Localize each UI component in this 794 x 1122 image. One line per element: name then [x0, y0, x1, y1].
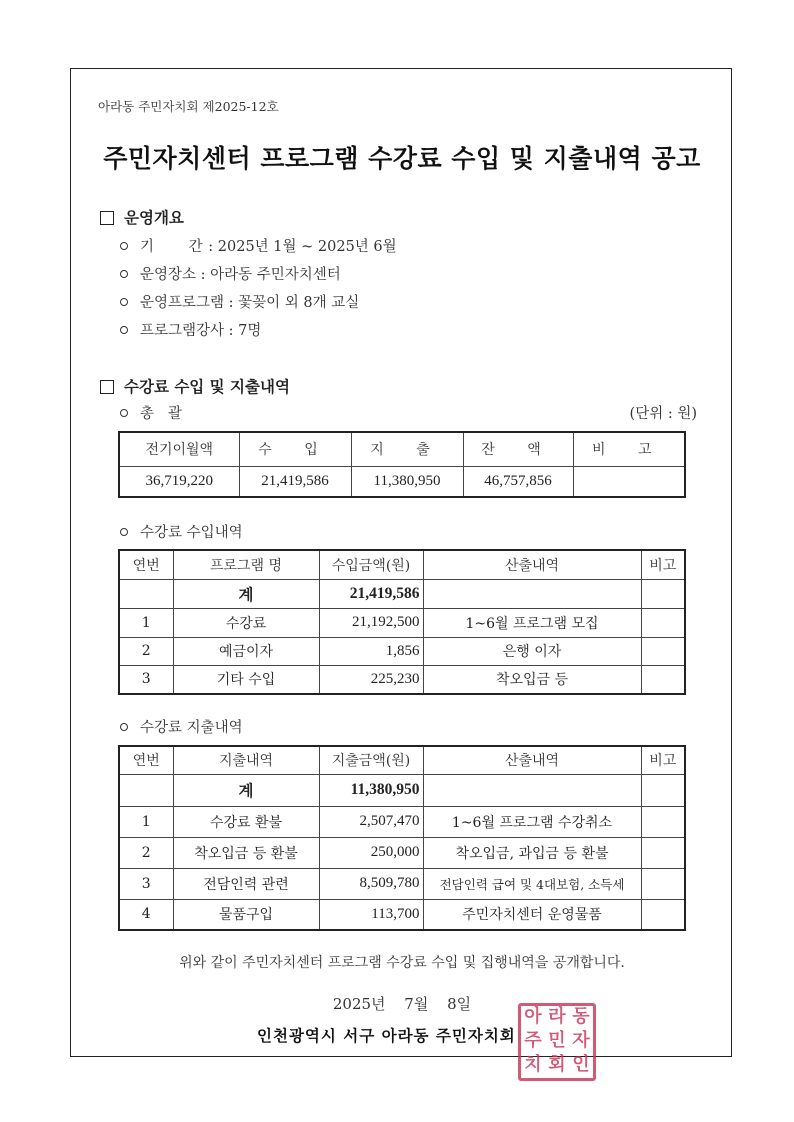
income-row-detail: 착오입금 등	[423, 665, 641, 694]
income-row-no: 3	[119, 665, 173, 694]
summary-header-row	[119, 432, 685, 466]
overview-item-instructors	[120, 319, 261, 340]
summary-income-value: 21,419,586	[239, 466, 351, 497]
expenditure-row-amount: 113,700	[319, 899, 423, 930]
seal-char: 회	[548, 1054, 566, 1075]
overview-item-programs	[120, 291, 359, 312]
seal-char: 라	[548, 1006, 566, 1027]
expenditure-row-detail: 1~6월 프로그램 수강취소	[423, 806, 641, 837]
overview-label: 운영장소	[140, 267, 197, 283]
circle-bullet-icon	[120, 270, 128, 278]
income-row-name: 수강료	[173, 608, 319, 637]
income-header-name: 프로그램 명	[173, 550, 319, 579]
expenditure-row	[119, 837, 685, 868]
summary-header-note: 비 고	[573, 432, 685, 466]
income-row-note	[641, 637, 685, 665]
circle-bullet-icon	[120, 298, 128, 306]
expenditure-row-detail: 주민자치센터 운영물품	[423, 899, 641, 930]
expenditure-header-amount: 지출금액(원)	[319, 746, 423, 774]
summary-header-income: 수 입	[239, 432, 351, 466]
income-row-name: 예금이자	[173, 637, 319, 665]
income-table	[118, 549, 686, 695]
income-total-row	[119, 579, 685, 608]
circle-bullet-icon	[120, 528, 128, 536]
seal-char: 아	[524, 1006, 542, 1027]
expenditure-row-no: 4	[119, 899, 173, 930]
summary-carryover-value: 36,719,220	[119, 466, 239, 497]
summary-note-value	[573, 466, 685, 497]
overview-separator: :	[203, 239, 218, 255]
overview-label: 프로그램강사	[140, 323, 225, 339]
expenditure-total-label: 계	[173, 774, 319, 806]
document-title: 주민자치센터 프로그램 수강료 수입 및 지출내역 공고	[103, 144, 701, 173]
expenditure-row-name: 물품구입	[173, 899, 319, 930]
overview-label: 운영프로그램	[140, 295, 225, 311]
section-finance-heading	[100, 375, 290, 397]
expenditure-row-note	[641, 837, 685, 868]
income-header-amount: 수입금액(원)	[319, 550, 423, 579]
expenditure-row	[119, 899, 685, 930]
expenditure-total-note	[641, 774, 685, 806]
expenditure-row-note	[641, 868, 685, 899]
overview-item-period	[120, 235, 397, 256]
income-header-detail: 산출내역	[423, 550, 641, 579]
income-row-amount: 1,856	[319, 637, 423, 665]
circle-bullet-icon	[120, 409, 128, 417]
section-overview-heading	[100, 206, 184, 228]
expenditure-row-no: 2	[119, 837, 173, 868]
income-header-note: 비고	[641, 550, 685, 579]
expenditure-row-name: 착오입금 등 환불	[173, 837, 319, 868]
expenditure-row-no: 3	[119, 868, 173, 899]
income-total-no	[119, 579, 173, 608]
circle-bullet-icon	[120, 242, 128, 250]
signer-organization: 인천광역시 서구 아라동 주민자치회	[257, 1026, 516, 1045]
document-number: 아라동 주민자치회 제2025-12호	[98, 99, 279, 114]
income-row-amount: 21,192,500	[319, 608, 423, 637]
section-overview-title: 운영개요	[124, 208, 184, 227]
expenditure-row	[119, 806, 685, 837]
unit-label: (단위 : 원)	[629, 406, 697, 422]
summary-expense-value: 11,380,950	[351, 466, 463, 497]
expenditure-header-name: 지출내역	[173, 746, 319, 774]
checkbox-square-icon	[100, 380, 114, 394]
seal-char: 민	[548, 1030, 566, 1051]
seal-char: 주	[524, 1030, 542, 1051]
summary-header-expense: 지 출	[351, 432, 463, 466]
expenditure-header-row	[119, 746, 685, 774]
summary-table	[118, 431, 686, 498]
income-total-label: 계	[173, 579, 319, 608]
expenditure-subheading-label: 수강료 지출내역	[140, 720, 243, 736]
income-row	[119, 637, 685, 665]
overview-separator: :	[196, 267, 211, 283]
income-row	[119, 665, 685, 694]
section-finance-title: 수강료 수입 및 지출내역	[124, 377, 290, 396]
official-seal-stamp	[518, 1003, 596, 1081]
seal-char: 자	[572, 1030, 590, 1051]
closing-statement: 위와 같이 주민자치센터 프로그램 수강료 수입 및 집행내역을 공개합니다.	[179, 955, 625, 971]
income-row-no: 2	[119, 637, 173, 665]
seal-char: 인	[572, 1054, 590, 1075]
expenditure-total-row	[119, 774, 685, 806]
expenditure-row-amount: 8,509,780	[319, 868, 423, 899]
summary-balance-value: 46,757,856	[463, 466, 573, 497]
expenditure-row-detail: 착오입금, 과입금 등 환불	[423, 837, 641, 868]
income-subheading	[120, 521, 243, 542]
expenditure-header-no: 연번	[119, 746, 173, 774]
circle-bullet-icon	[120, 326, 128, 334]
summary-header-balance: 잔 액	[463, 432, 573, 466]
expenditure-row-no: 1	[119, 806, 173, 837]
overview-item-location	[120, 263, 341, 284]
summary-subheading	[120, 402, 182, 423]
seal-char: 동	[572, 1006, 590, 1027]
overview-label: 기 간	[140, 239, 204, 255]
overview-value: 꽃꽂이 외 8개 교실	[238, 295, 360, 311]
income-row-detail: 은행 이자	[423, 637, 641, 665]
income-total-amount: 21,419,586	[319, 579, 423, 608]
expenditure-row-amount: 2,507,470	[319, 806, 423, 837]
income-row-no: 1	[119, 608, 173, 637]
expenditure-subheading	[120, 716, 243, 737]
overview-value: 7명	[238, 323, 262, 339]
expenditure-row-note	[641, 806, 685, 837]
overview-separator: :	[224, 295, 239, 311]
income-row	[119, 608, 685, 637]
income-total-detail	[423, 579, 641, 608]
summary-subheading-label: 총 괄	[140, 406, 182, 422]
checkbox-square-icon	[100, 211, 114, 225]
expenditure-total-detail	[423, 774, 641, 806]
income-header-row	[119, 550, 685, 579]
summary-header-carryover: 전기이월액	[119, 432, 239, 466]
expenditure-table	[118, 745, 686, 931]
income-row-amount: 225,230	[319, 665, 423, 694]
income-subheading-label: 수강료 수입내역	[140, 525, 243, 541]
income-row-note	[641, 665, 685, 694]
income-row-note	[641, 608, 685, 637]
expenditure-row-name: 수강료 환불	[173, 806, 319, 837]
circle-bullet-icon	[120, 723, 128, 731]
seal-char: 치	[524, 1054, 542, 1075]
expenditure-total-no	[119, 774, 173, 806]
expenditure-row-amount: 250,000	[319, 837, 423, 868]
income-total-note	[641, 579, 685, 608]
expenditure-row	[119, 868, 685, 899]
income-row-detail: 1~6월 프로그램 모집	[423, 608, 641, 637]
overview-separator: :	[224, 323, 239, 339]
summary-value-row	[119, 466, 685, 497]
expenditure-row-detail: 전담인력 급여 및 4대보험, 소득세	[423, 868, 641, 899]
overview-value: 아라동 주민자치센터	[210, 267, 341, 283]
income-row-name: 기타 수입	[173, 665, 319, 694]
expenditure-row-name: 전담인력 관련	[173, 868, 319, 899]
expenditure-row-note	[641, 899, 685, 930]
overview-value: 2025년 1월 ~ 2025년 6월	[217, 239, 397, 255]
expenditure-total-amount: 11,380,950	[319, 774, 423, 806]
income-header-no: 연번	[119, 550, 173, 579]
announcement-date: 2025년 7월 8일	[332, 995, 472, 1013]
expenditure-header-detail: 산출내역	[423, 746, 641, 774]
expenditure-header-note: 비고	[641, 746, 685, 774]
